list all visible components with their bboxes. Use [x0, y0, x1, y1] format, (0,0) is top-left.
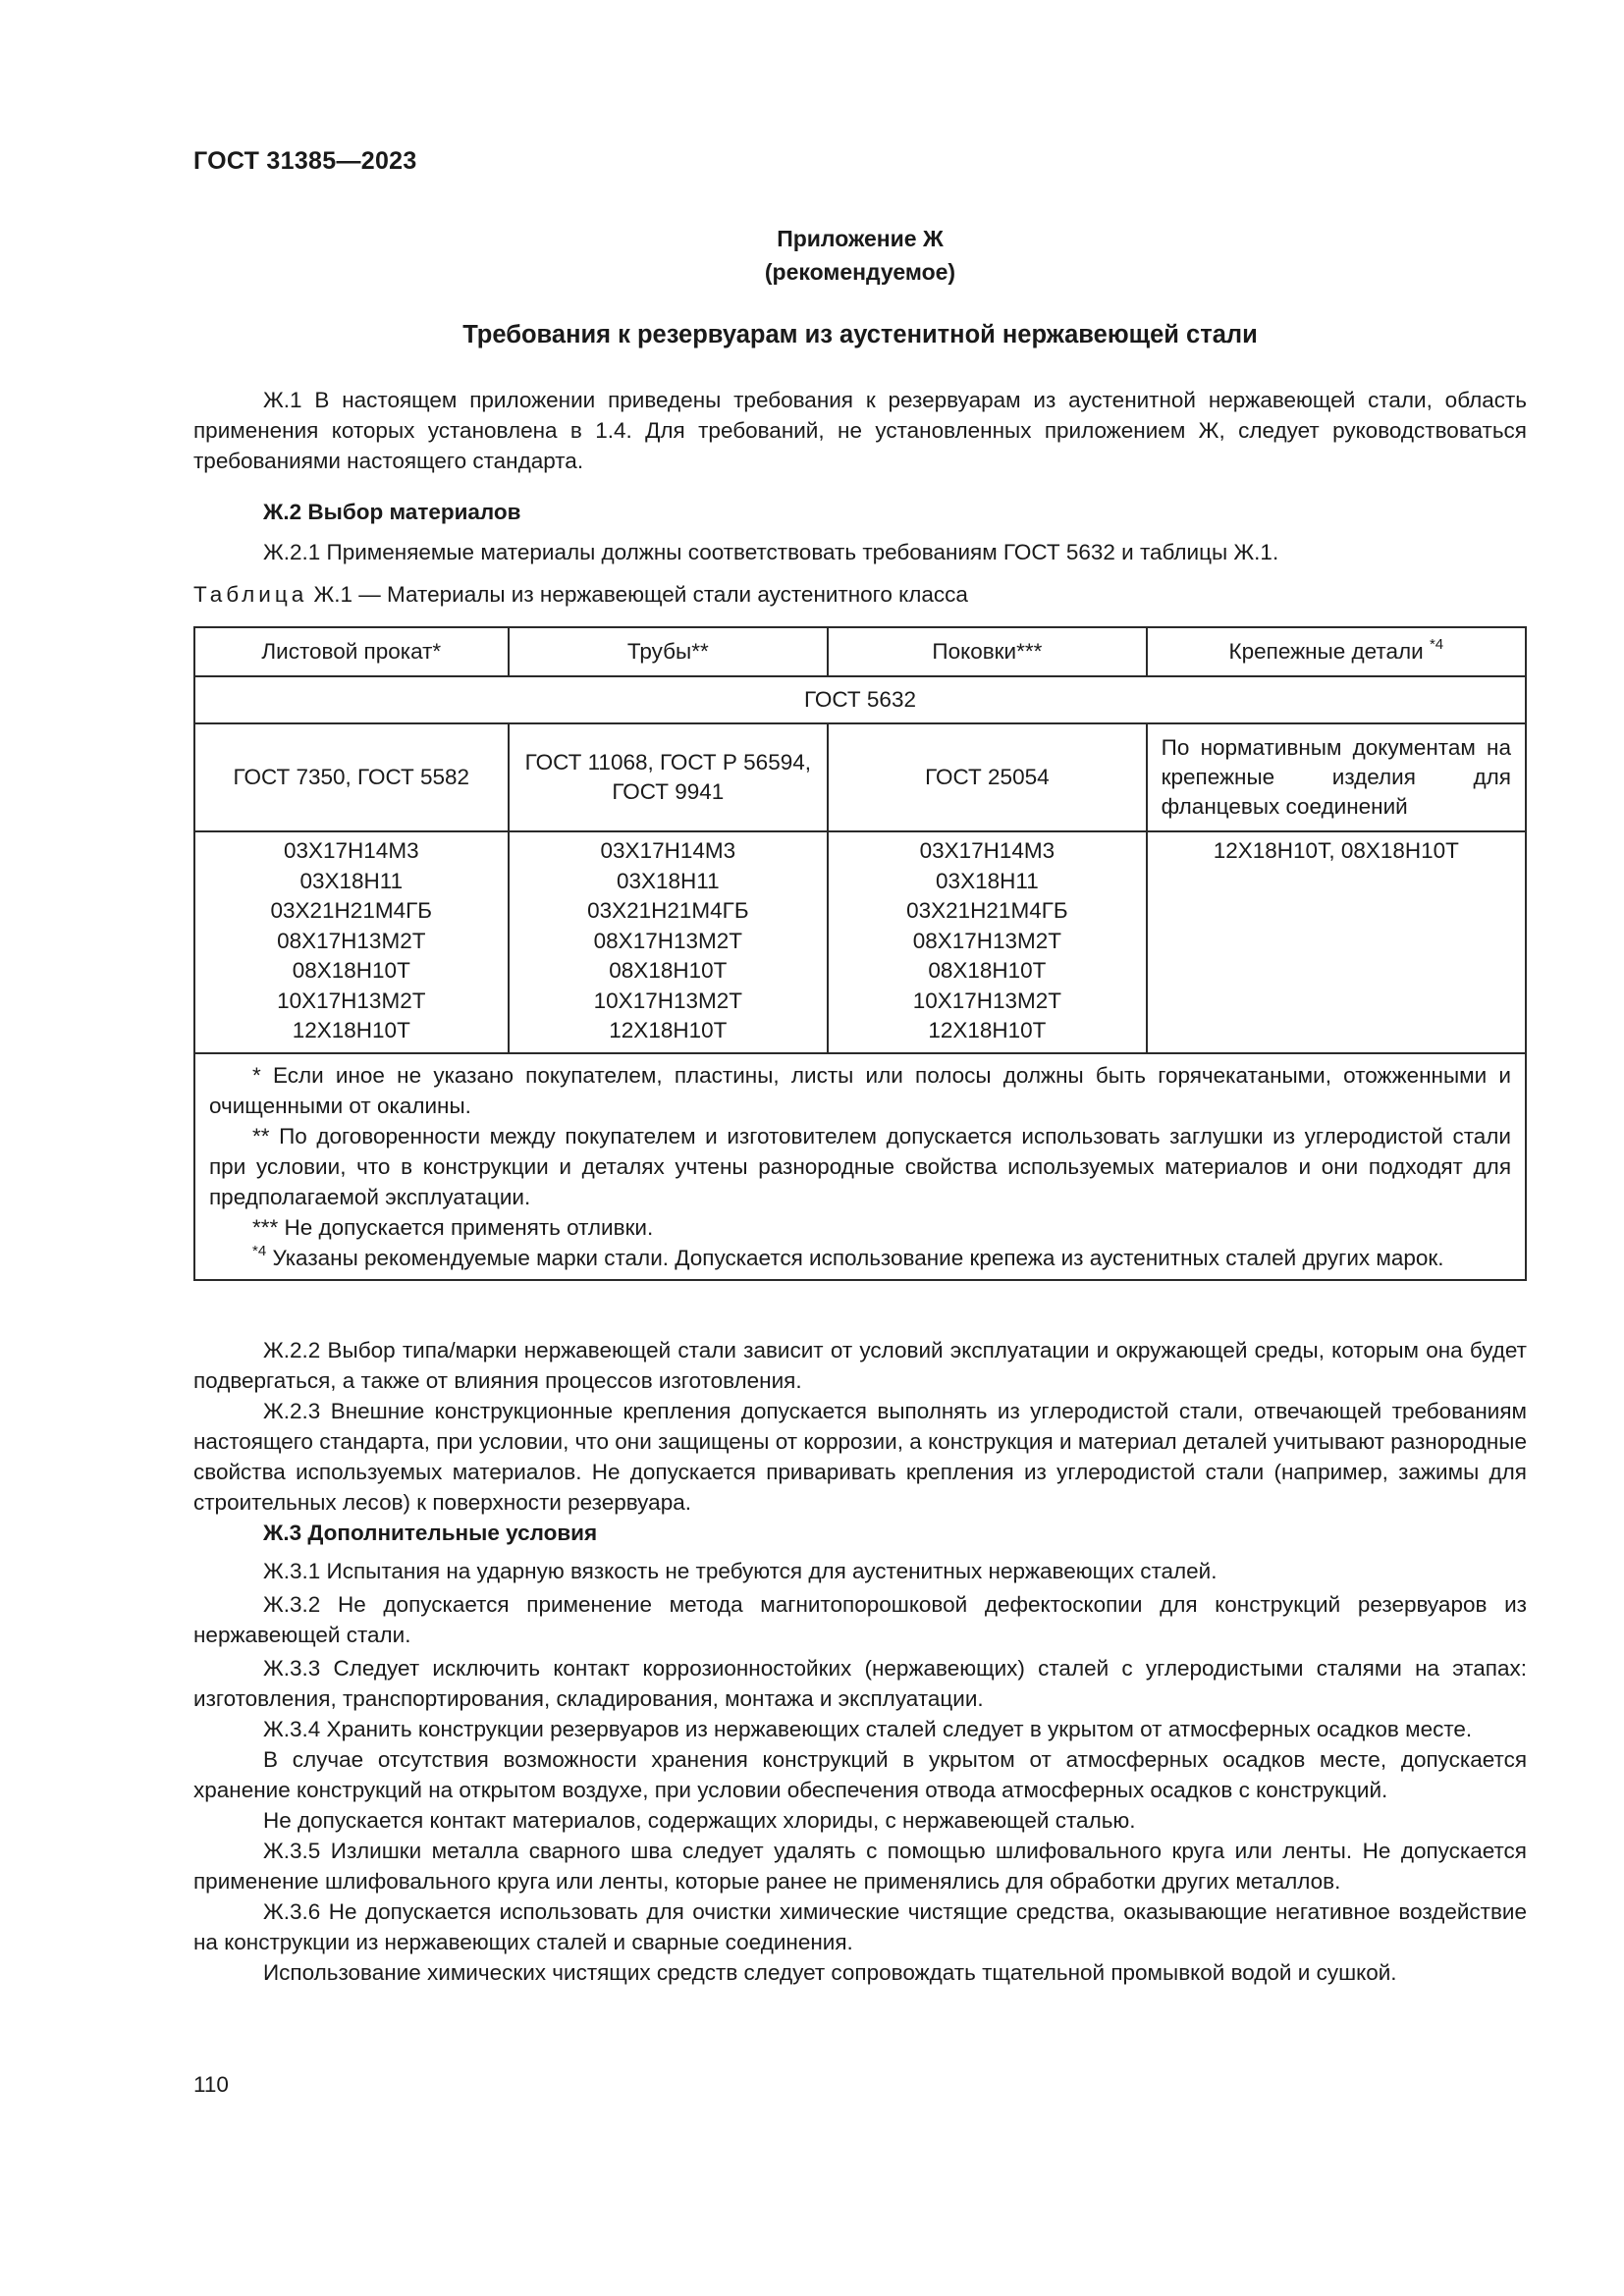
note-4: [209, 1243, 1511, 1273]
grade-item: 12Х18Н10Т: [609, 1018, 728, 1042]
grade-item: 12Х18Н10Т, 08Х18Н10Т: [1213, 838, 1459, 863]
paragraph-zh21: Ж.2.1 Применяемые материалы должны соответствовать требованиям ГОСТ 5632 и таблицы Ж.1.: [263, 540, 1279, 564]
grade-item: 03Х21Н21М4ГБ: [587, 898, 749, 923]
note-2: ** По договоренности между покупателем и изготовителем допускается использовать заглушки из углеродистой стали при условии, что в конструкции и деталях учтены разнородные свойства используемых материалов и они подходят для предполагаемой эксплуатации.: [209, 1124, 1511, 1209]
paragraph-zh36: Ж.3.6 Не допускается использовать для очистки химические чистящие средства, оказывающие негативное воздействие на конструкции из нержавеющих сталей и сварные соединения.: [193, 1899, 1527, 1954]
grade-item: 03Х17Н14М3: [600, 838, 736, 863]
paragraph-zh34: Ж.3.4 Хранить конструкции резервуаров из нержавеющих сталей следует в укрытом от атмосферных осадков месте.: [263, 1717, 1473, 1741]
grade-item: 03Х21Н21М4ГБ: [270, 898, 433, 923]
grade-item: 12Х18Н10Т: [292, 1018, 410, 1042]
table-notes-row: [194, 1053, 1526, 1280]
grade-item: 03Х17Н14М3: [283, 838, 419, 863]
appendix-title: Приложение Ж: [777, 226, 944, 251]
grades-pipes: [509, 831, 829, 1053]
standards-sheet: ГОСТ 7350, ГОСТ 5582: [194, 723, 509, 831]
paragraph-zh32: Ж.3.2 Не допускается применение метода магнитопорошковой дефектоскопии для конструкций резервуаров из нержавеющей стали.: [193, 1592, 1527, 1647]
paragraph-zh35: Ж.3.5 Излишки металла сварного шва следует удалять с помощью шлифовального круга или ленты. Не допускается применение шлифовального круга или ленты, которые ранее не применялись для обработки других металлов.: [193, 1839, 1527, 1894]
grade-item: 08Х18Н10Т: [292, 958, 410, 983]
grade-item: 10Х17Н13М2Т: [277, 988, 426, 1013]
note-4-text: Указаны рекомендуемые марки стали. Допускается использование крепежа из аустенитных сталей других марок.: [266, 1246, 1444, 1270]
grade-item: 10Х17Н13М2Т: [593, 988, 742, 1013]
paragraph-zh34c: Не допускается контакт материалов, содержащих хлориды, с нержавеющей сталью.: [263, 1808, 1136, 1833]
table-common-standard-row: [194, 676, 1526, 723]
paragraph-zh31: Ж.3.1 Испытания на ударную вязкость не требуются для аустенитных нержавеющих сталей.: [263, 1559, 1218, 1583]
paragraph-zh22: Ж.2.2 Выбор типа/марки нержавеющей стали зависит от условий эксплуатации и окружающей среды, которым она будет подвергаться, а также от влияния процессов изготовления.: [193, 1338, 1527, 1393]
header-fasteners-text: Крепежные детали: [1228, 639, 1430, 664]
header-sheet: Листовой прокат*: [194, 627, 509, 676]
zh22-zh23-block: [193, 1335, 1527, 1518]
paragraph-zh23: Ж.2.3 Внешние конструкционные крепления допускается выполнять из углеродистой стали, отвечающей требованиям настоящего стандарта, при условии, что они защищены от коррозии, а конструкция и материал деталей учитывают разнородные свойства используемых материалов. Не допускается приваривать крепления из углеродистой стали (например, зажимы для строительных лесов) к поверхности резервуара.: [193, 1399, 1527, 1515]
table-caption-text: Ж.1 — Материалы из нержавеющей стали аустенитного класса: [313, 582, 968, 607]
grade-item: 03Х18Н11: [299, 868, 404, 893]
table-grades-row: [194, 831, 1526, 1053]
header-pipes: Трубы**: [509, 627, 829, 676]
grade-item: 08Х18Н10Т: [928, 958, 1047, 983]
table-standards-row: [194, 723, 1526, 831]
materials-table: [193, 626, 1527, 1281]
note-3: *** Не допускается применять отливки.: [252, 1215, 654, 1240]
header-forgings: Поковки***: [828, 627, 1147, 676]
appendix-heading: Требования к резервуарам из аустенитной нержавеющей стали: [462, 321, 1258, 348]
intro-block: [193, 385, 1527, 476]
grade-item: 08Х17Н13М2Т: [912, 928, 1062, 953]
standards-forgings: ГОСТ 25054: [828, 723, 1147, 831]
page-number: 110: [193, 2072, 229, 2097]
appendix-subtitle: (рекомендуемое): [764, 259, 956, 285]
table-header-row: [194, 627, 1526, 676]
header-fasteners: [1147, 627, 1526, 676]
note-1: * Если иное не указано покупателем, пластины, листы или полосы должны быть горячекатаными, отожженными и очищенными от окалины.: [209, 1063, 1511, 1118]
section-heading-zh3: Ж.3 Дополнительные условия: [263, 1521, 598, 1545]
standards-pipes: ГОСТ 11068, ГОСТ Р 56594, ГОСТ 9941: [509, 723, 829, 831]
grade-item: 03Х17Н14М3: [919, 838, 1056, 863]
paragraph-zh1: Ж.1 В настоящем приложении приведены требования к резервуарам из аустенитной нержавеющей стали, область применения которых установлена в 1.4. Для требований, не установленных приложением Ж, следует руководствоваться требованиями настоящего стандарта.: [193, 388, 1527, 473]
grade-item: 03Х21Н21М4ГБ: [906, 898, 1068, 923]
table-notes: [194, 1053, 1526, 1280]
grade-item: 08Х18Н10Т: [609, 958, 728, 983]
grade-item: 03Х18Н11: [936, 868, 1039, 893]
table-caption-label: Таблица: [193, 582, 308, 607]
standard-header: ГОСТ 31385—2023: [193, 147, 417, 175]
section3-block: [193, 1556, 1527, 1988]
common-standard-cell: ГОСТ 5632: [194, 676, 1526, 723]
paragraph-zh33: Ж.3.3 Следует исключить контакт коррозионностойких (нержавеющих) сталей с углеродистыми сталями на этапах: изготовления, транспортирования, складирования, монтажа и эксплуатации.: [193, 1656, 1527, 1711]
grades-sheet: [194, 831, 509, 1053]
grade-item: 03Х18Н11: [617, 868, 720, 893]
paragraph-zh34b: В случае отсутствия возможности хранения конструкций в укрытом от атмосферных осадков месте, допускается хранение конструкций на открытом воздухе, при условии обеспечения отвода атмосферных осадков с конструкций.: [193, 1747, 1527, 1802]
section-heading-zh2: Ж.2 Выбор материалов: [263, 500, 521, 524]
grades-fasteners: [1147, 831, 1526, 1053]
grades-forgings: [828, 831, 1147, 1053]
grade-item: 08Х17Н13М2Т: [593, 928, 742, 953]
header-fasteners-sup: *4: [1429, 635, 1444, 653]
zh21-block: [193, 537, 1527, 567]
grade-item: 12Х18Н10Т: [928, 1018, 1047, 1042]
standards-fasteners: По нормативным документам на крепежные изделия для фланцевых соединений: [1147, 723, 1526, 831]
note-4-mark: *4: [252, 1242, 267, 1259]
grade-item: 10Х17Н13М2Т: [912, 988, 1062, 1013]
table-caption: [193, 582, 968, 608]
paragraph-zh36b: Использование химических чистящих средств следует сопровождать тщательной промывкой водой и сушкой.: [263, 1960, 1397, 1985]
grade-item: 08Х17Н13М2Т: [277, 928, 426, 953]
